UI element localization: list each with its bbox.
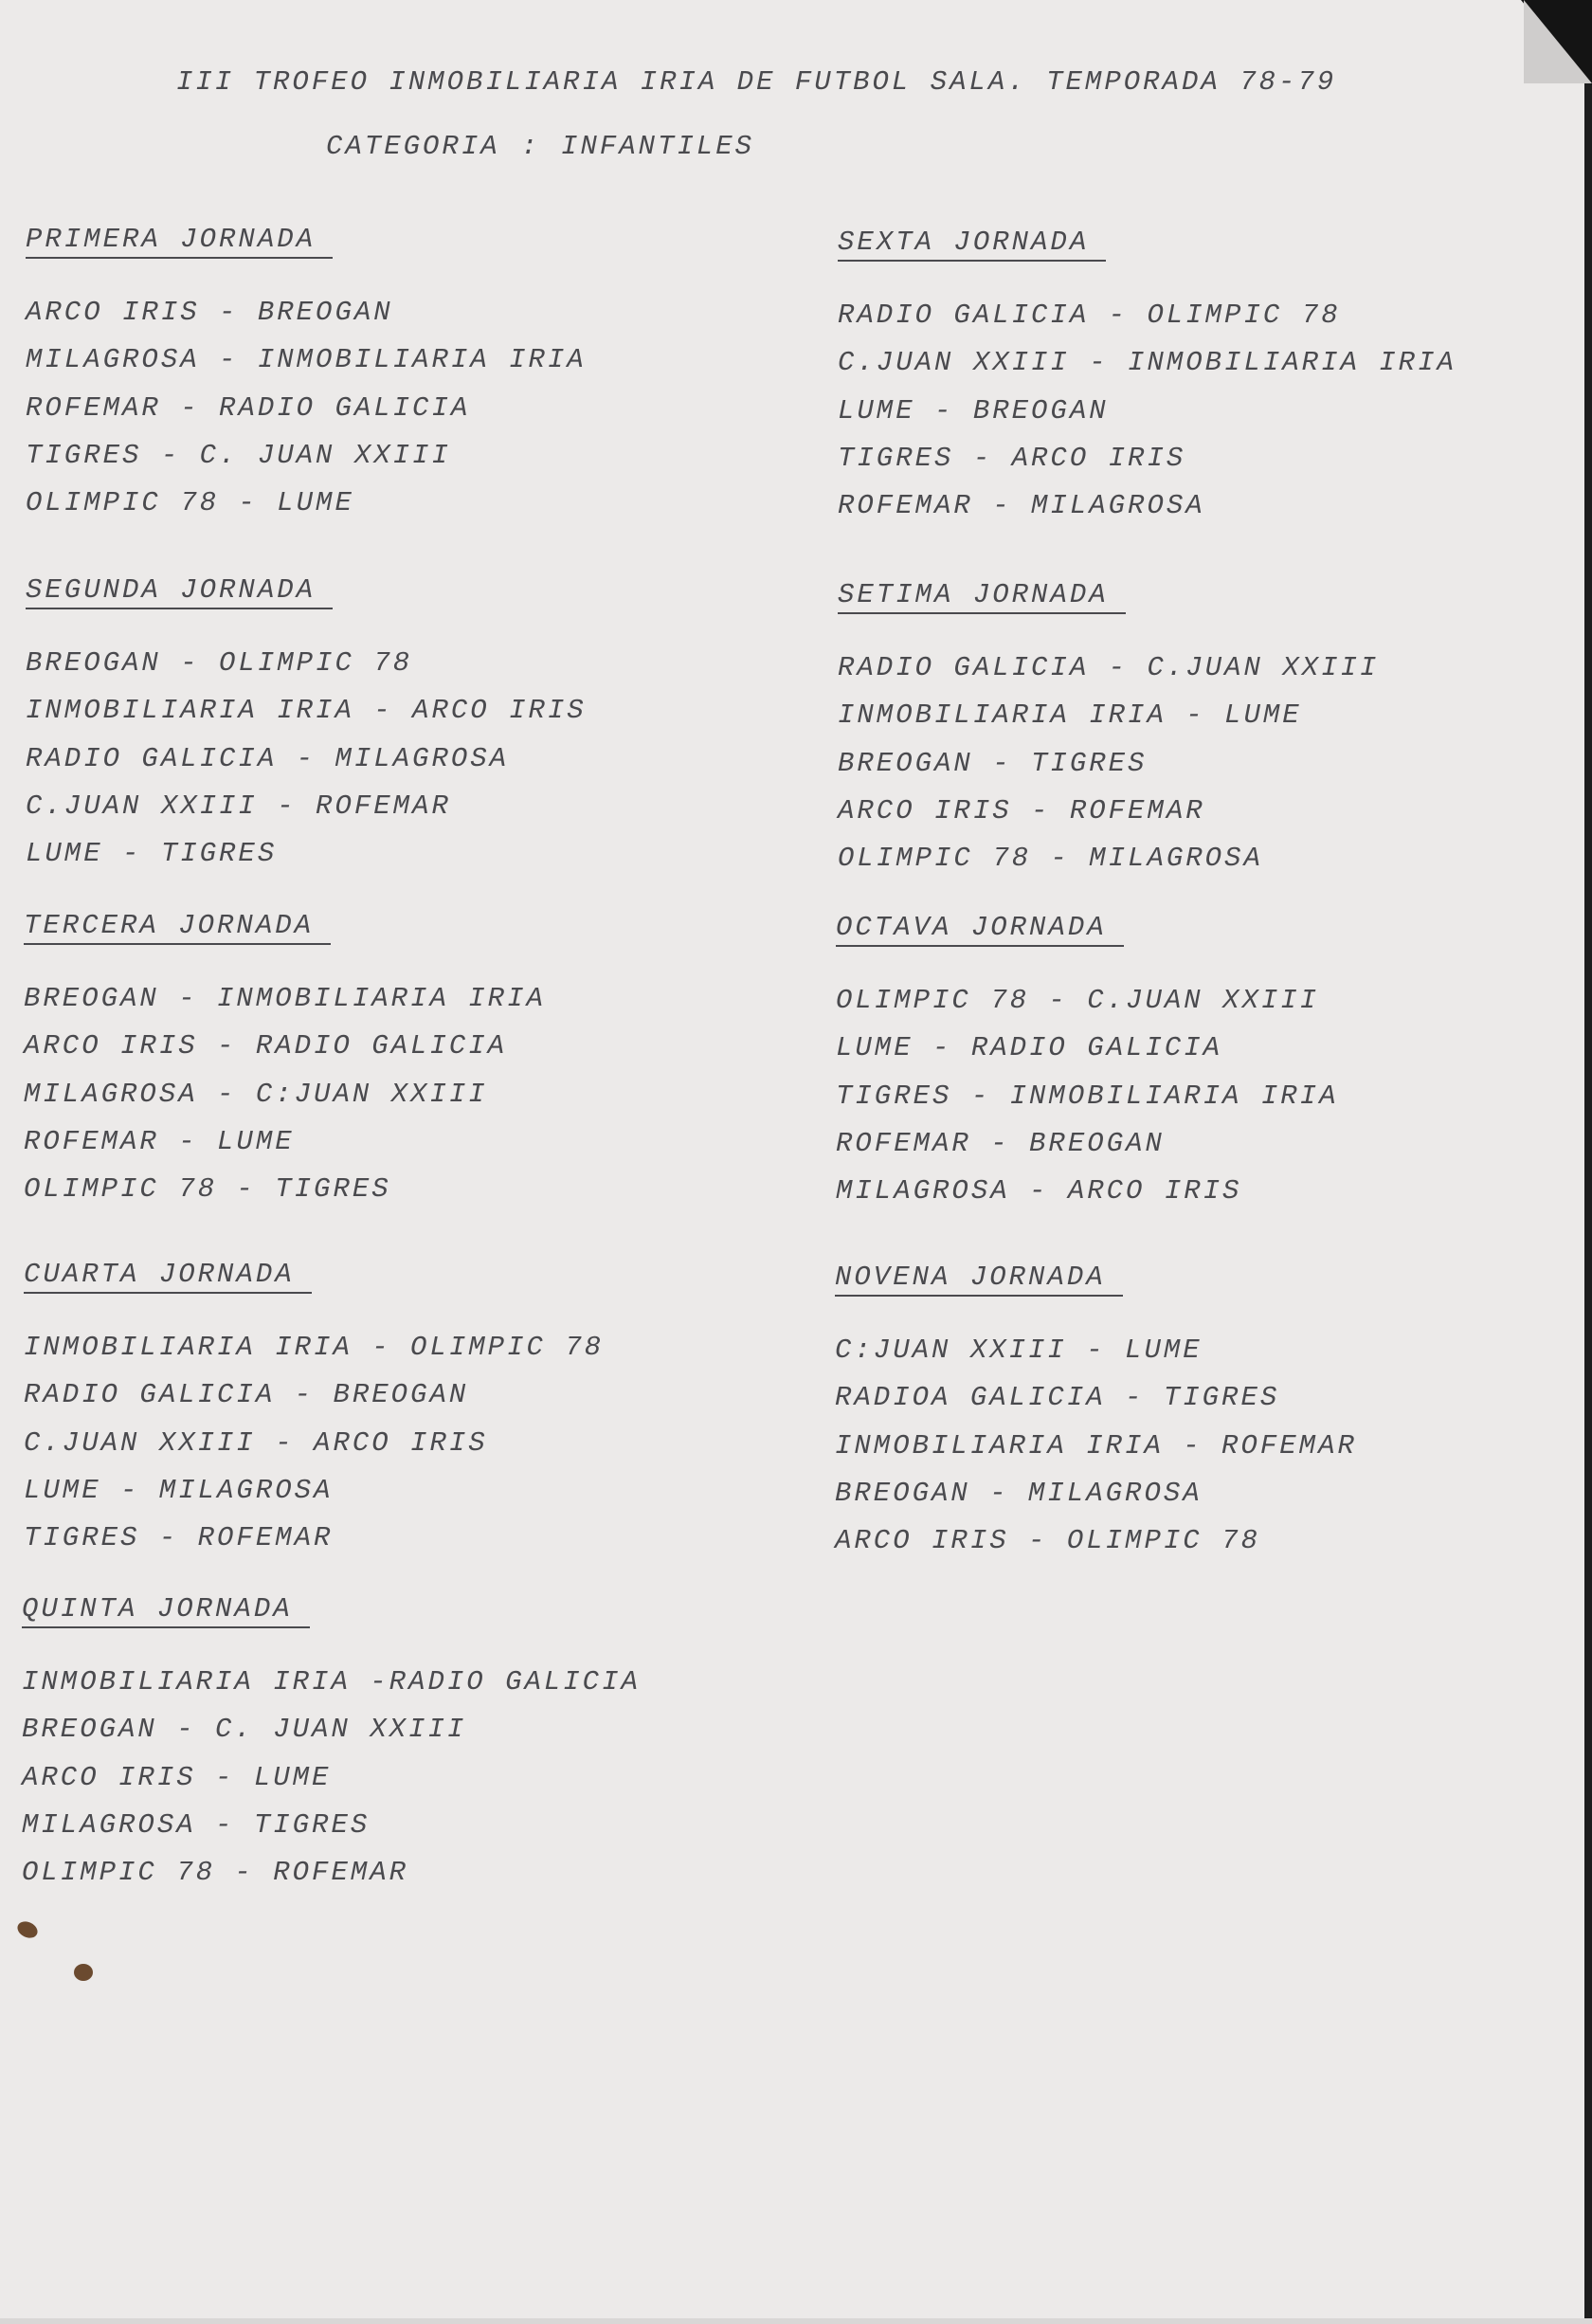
- match-line: MILAGROSA - INMOBILIARIA IRIA: [26, 344, 587, 376]
- match-line: RADIO GALICIA - OLIMPIC 78: [838, 300, 1341, 331]
- jornada-heading: CUARTA JORNADA: [24, 1259, 312, 1294]
- paper-stain: [74, 1964, 93, 1981]
- match-line: INMOBILIARIA IRIA - LUME: [838, 699, 1302, 732]
- jornada-tercera: [24, 910, 546, 1213]
- jornada-setima: [838, 579, 1379, 882]
- document-title: III TROFEO INMOBILIARIA IRIA DE FUTBOL SALA. TEMPORADA 78-79: [176, 66, 1337, 98]
- jornada-heading: OCTAVA JORNADA: [836, 912, 1124, 947]
- match-line: ARCO IRIS - LUME: [22, 1761, 332, 1793]
- match-line: C:JUAN XXIII - LUME: [835, 1334, 1203, 1366]
- folded-corner: [1524, 0, 1592, 83]
- match-line: OLIMPIC 78 - C.JUAN XXIII: [836, 985, 1320, 1016]
- jornada-heading: QUINTA JORNADA: [22, 1593, 310, 1628]
- match-line: INMOBILIARIA IRIA -RADIO GALICIA: [22, 1666, 641, 1698]
- match-line: BREOGAN - TIGRES: [838, 747, 1148, 779]
- match-line: LUME - BREOGAN: [838, 394, 1109, 427]
- match-line: TIGRES - ARCO IRIS: [838, 442, 1186, 474]
- jornada-heading: SEGUNDA JORNADA: [26, 574, 333, 609]
- match-line: LUME - TIGRES: [26, 838, 278, 870]
- match-line: ROFEMAR - MILAGROSA: [838, 490, 1205, 522]
- category-line: [326, 131, 754, 162]
- match-line: BREOGAN - OLIMPIC 78: [26, 647, 413, 679]
- match-line: MILAGROSA - ARCO IRIS: [836, 1175, 1242, 1207]
- jornada-primera: [26, 224, 587, 527]
- match-line: RADIO GALICIA - BREOGAN: [24, 1379, 469, 1411]
- jornada-cuarta: [24, 1259, 604, 1562]
- match-line: OLIMPIC 78 - ROFEMAR: [22, 1857, 409, 1889]
- match-line: MILAGROSA - TIGRES: [22, 1808, 371, 1841]
- jornada-sexta: [838, 227, 1456, 530]
- match-line: MILAGROSA - C:JUAN XXIII: [24, 1078, 488, 1110]
- match-line: BREOGAN - MILAGROSA: [835, 1477, 1203, 1509]
- match-line: ARCO IRIS - ROFEMAR: [838, 794, 1205, 826]
- match-line: OLIMPIC 78 - MILAGROSA: [838, 843, 1263, 875]
- category-label: CATEGORIA: [326, 131, 500, 162]
- match-line: ROFEMAR - LUME: [24, 1125, 295, 1157]
- match-line: LUME - RADIO GALICIA: [836, 1032, 1223, 1064]
- match-line: TIGRES - ROFEMAR: [24, 1522, 334, 1554]
- match-line: ARCO IRIS - OLIMPIC 78: [835, 1525, 1260, 1557]
- match-line: RADIO GALICIA - MILAGROSA: [26, 742, 510, 774]
- match-line: LUME - MILAGROSA: [24, 1474, 334, 1506]
- jornada-heading: PRIMERA JORNADA: [26, 224, 333, 259]
- jornada-heading: TERCERA JORNADA: [24, 910, 331, 945]
- match-line: INMOBILIARIA IRIA - ROFEMAR: [835, 1429, 1357, 1462]
- match-line: ROFEMAR - BREOGAN: [836, 1127, 1165, 1159]
- match-line: OLIMPIC 78 - LUME: [26, 487, 354, 519]
- match-line: RADIO GALICIA - C.JUAN XXIII: [838, 652, 1380, 683]
- match-line: ROFEMAR - RADIO GALICIA: [26, 391, 471, 424]
- jornada-quinta: [22, 1593, 641, 1897]
- match-line: BREOGAN - INMOBILIARIA IRIA: [24, 983, 546, 1014]
- jornada-heading: SEXTA JORNADA: [838, 227, 1106, 262]
- match-line: BREOGAN - C. JUAN XXIII: [22, 1714, 467, 1746]
- scan-bottom-edge: [0, 2318, 1592, 2324]
- match-line: RADIOA GALICIA - TIGRES: [835, 1382, 1280, 1414]
- jornada-heading: NOVENA JORNADA: [835, 1262, 1123, 1297]
- match-line: INMOBILIARIA IRIA - OLIMPIC 78: [24, 1332, 605, 1363]
- match-line: ARCO IRIS - BREOGAN: [26, 297, 393, 328]
- match-line: INMOBILIARIA IRIA - ARCO IRIS: [26, 695, 587, 727]
- match-line: TIGRES - INMOBILIARIA IRIA: [836, 1080, 1339, 1112]
- match-line: C.JUAN XXIII - ARCO IRIS: [24, 1426, 488, 1459]
- jornada-heading: SETIMA JORNADA: [838, 579, 1126, 614]
- jornada-novena: [835, 1262, 1357, 1565]
- match-line: C.JUAN XXIII - INMOBILIARIA IRIA: [838, 347, 1456, 379]
- jornada-octava: [836, 912, 1338, 1215]
- jornada-segunda: [26, 574, 587, 878]
- scan-edge: [1584, 0, 1592, 2324]
- match-line: C.JUAN XXIII - ROFEMAR: [26, 790, 451, 822]
- category-value: INFANTILES: [561, 131, 755, 162]
- match-line: OLIMPIC 78 - TIGRES: [24, 1173, 391, 1206]
- paper-stain: [15, 1918, 41, 1941]
- match-line: ARCO IRIS - RADIO GALICIA: [24, 1030, 508, 1062]
- match-line: TIGRES - C. JUAN XXIII: [26, 439, 451, 471]
- category-separator: :: [520, 131, 541, 162]
